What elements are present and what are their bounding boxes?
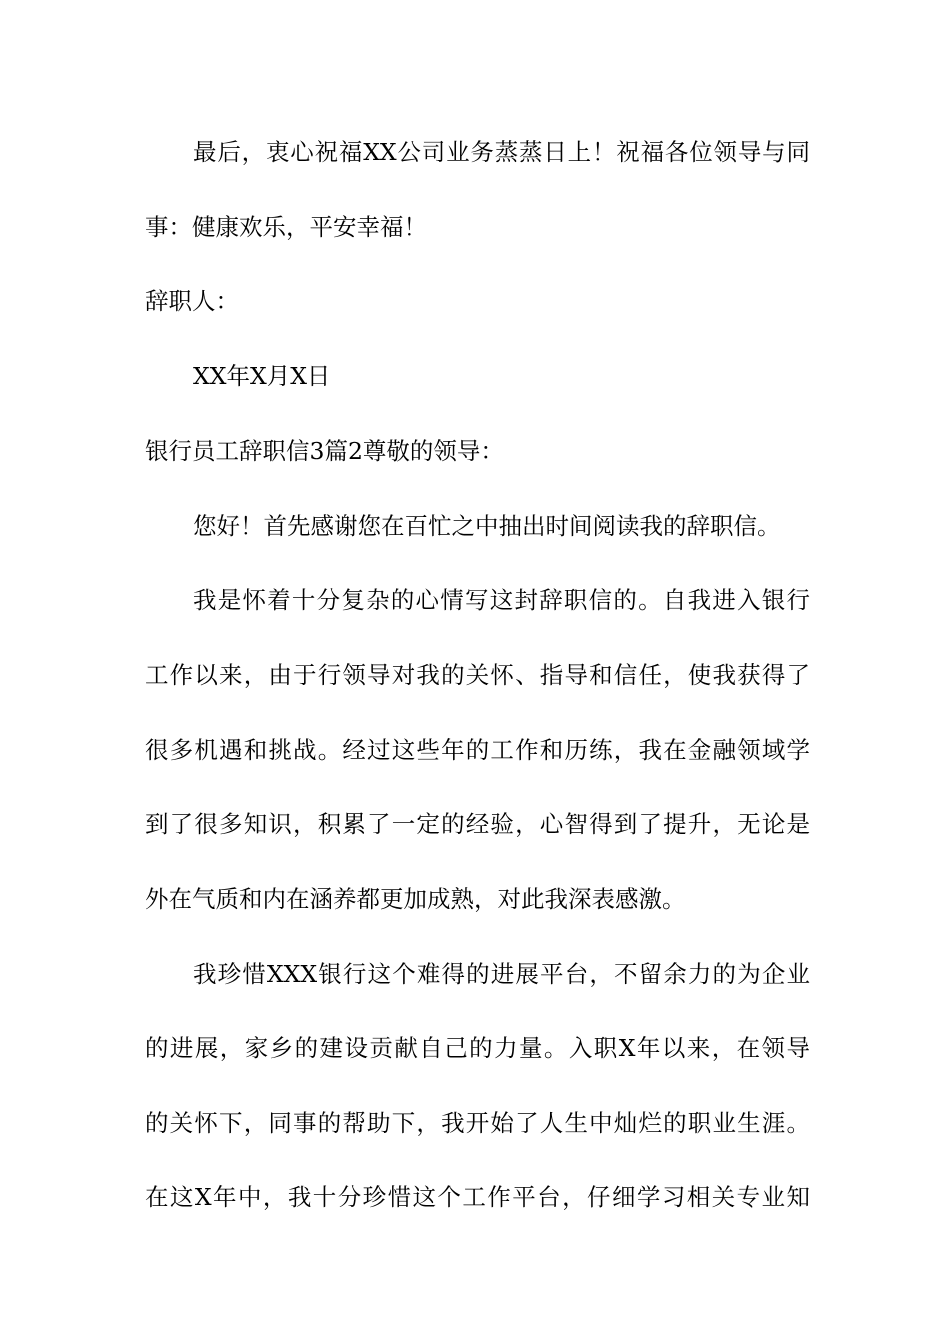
text-line-date: XX年X月X日 [193, 362, 331, 390]
text-line-closing-wish: 最后，衷心祝福XX公司业务蒸蒸日上！祝福各位领导与同 [193, 138, 810, 166]
text-line-greeting: 您好！首先感谢您在百忙之中抽出时间阅读我的辞职信。 [193, 512, 781, 540]
text-line-closing-wish-cont: 事：健康欢乐，平安幸福！ [145, 213, 427, 241]
text-line-paragraph-2: 的进展，家乡的建设贡献自己的力量。入职X年以来，在领导 [145, 1034, 810, 1062]
text-line-paragraph-1: 外在气质和内在涵养都更加成熟，对此我深表感激。 [145, 885, 686, 913]
text-line-paragraph-1: 我是怀着十分复杂的心情写这封辞职信的。自我进入银行 [193, 586, 810, 614]
text-line-paragraph-2: 我珍惜XXX银行这个难得的进展平台，不留余力的为企业 [193, 960, 810, 988]
text-line-paragraph-2: 的关怀下，同事的帮助下，我开始了人生中灿烂的职业生涯。 [145, 1109, 810, 1137]
text-line-letter-heading: 银行员工辞职信3篇2尊敬的领导： [145, 437, 504, 465]
text-line-paragraph-1: 工作以来，由于行领导对我的关怀、指导和信任，使我获得了 [145, 661, 810, 689]
text-line-paragraph-1: 很多机遇和挑战。经过这些年的工作和历练，我在金融领域学 [145, 736, 810, 764]
text-line-resigner: 辞职人： [145, 287, 239, 315]
text-line-paragraph-2: 在这X年中，我十分珍惜这个工作平台，仔细学习相关专业知 [145, 1183, 810, 1211]
text-line-paragraph-1: 到了很多知识，积累了一定的经验，心智得到了提升，无论是 [145, 810, 810, 838]
